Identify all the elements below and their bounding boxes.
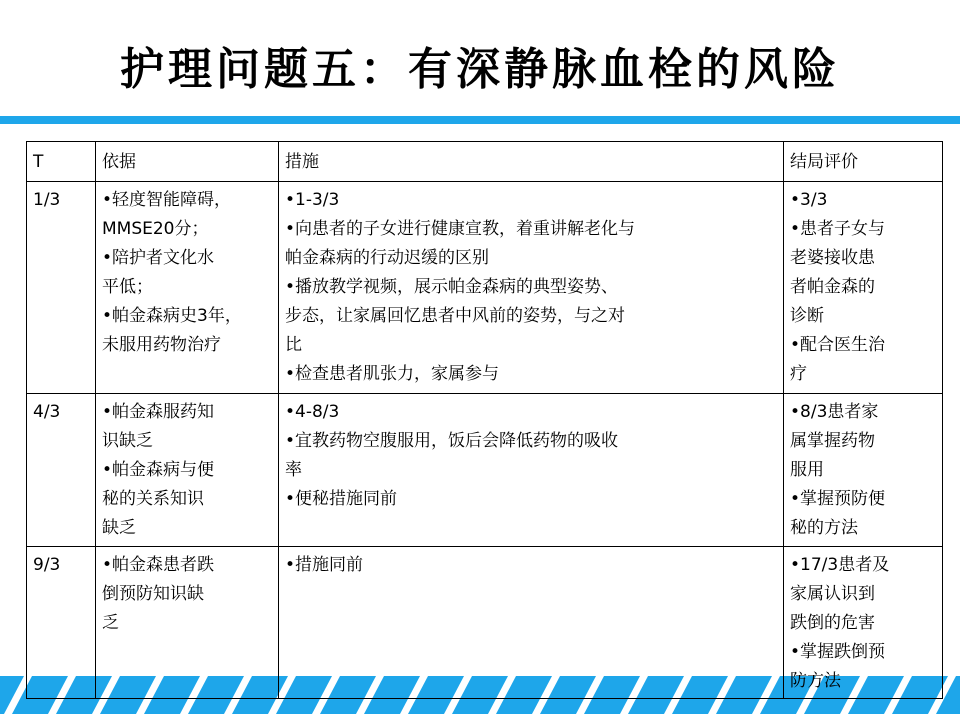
basis-line: 识缺乏 xyxy=(102,431,153,451)
basis-line: •帕金森病与便 xyxy=(102,460,215,480)
table-row xyxy=(27,394,943,547)
basis-line: 秘的关系知识 xyxy=(102,489,204,509)
cell-basis xyxy=(96,182,279,394)
header-basis: 依据 xyxy=(96,142,279,182)
outcome-line: •患者子女与 xyxy=(790,219,886,239)
measures-line: •1-3/3 xyxy=(285,190,340,210)
cell-outcome xyxy=(784,182,943,394)
cell-measures xyxy=(279,547,784,699)
measures-line: •检查患者肌张力，家属参与 xyxy=(285,364,500,384)
title-accent-bar xyxy=(0,116,960,124)
basis-line: 平低； xyxy=(102,277,153,297)
header-date: T xyxy=(27,142,96,182)
outcome-line: •3/3 xyxy=(790,190,828,210)
cell-date xyxy=(27,547,96,699)
cell-basis xyxy=(96,547,279,699)
measures-line: •4-8/3 xyxy=(285,402,340,422)
header-measures: 措施 xyxy=(279,142,784,182)
basis-line: 缺乏 xyxy=(102,518,136,538)
basis-line: •帕金森服药知 xyxy=(102,402,215,422)
outcome-line: 秘的方法 xyxy=(790,518,858,538)
outcome-line: •配合医生治 xyxy=(790,335,886,355)
table-header-row xyxy=(27,142,943,182)
date-text: 1/3 xyxy=(33,190,61,210)
outcome-line: 防方法 xyxy=(790,671,841,691)
outcome-line: •17/3患者及 xyxy=(790,555,890,575)
basis-line: •陪护者文化水 xyxy=(102,248,215,268)
cell-measures xyxy=(279,394,784,547)
basis-line: •帕金森患者跌 xyxy=(102,555,215,575)
table-row xyxy=(27,182,943,394)
cell-measures xyxy=(279,182,784,394)
cell-basis xyxy=(96,394,279,547)
slide-title: 护理问题五：有深静脉血栓的风险 xyxy=(120,44,840,95)
measures-line: 率 xyxy=(285,460,302,480)
cell-date xyxy=(27,182,96,394)
measures-line: 帕金森病的行动迟缓的区别 xyxy=(285,248,489,268)
outcome-line: 跌倒的危害 xyxy=(790,613,875,633)
nursing-plan-table xyxy=(26,141,943,699)
outcome-line: 服用 xyxy=(790,460,824,480)
outcome-line: •掌握预防便 xyxy=(790,489,886,509)
outcome-line: •掌握跌倒预 xyxy=(790,642,886,662)
date-text: 4/3 xyxy=(33,402,61,422)
cell-outcome xyxy=(784,394,943,547)
measures-line: 步态，让家属回忆患者中风前的姿势，与之对 xyxy=(285,306,625,326)
table-row xyxy=(27,547,943,699)
basis-line: •帕金森病史3年， xyxy=(102,306,242,326)
basis-line: MMSE20分； xyxy=(102,219,209,239)
cell-date xyxy=(27,394,96,547)
basis-line: 乏 xyxy=(102,613,119,633)
outcome-line: 疗 xyxy=(790,364,807,384)
measures-line: 比 xyxy=(285,335,302,355)
outcome-line: •8/3患者家 xyxy=(790,402,879,422)
measures-line: •播放教学视频，展示帕金森病的典型姿势、 xyxy=(285,277,619,297)
outcome-line: 者帕金森的 xyxy=(790,277,875,297)
basis-line: •轻度智能障碍， xyxy=(102,190,232,210)
measures-line: •向患者的子女进行健康宣教，着重讲解老化与 xyxy=(285,219,636,239)
measures-line: •措施同前 xyxy=(285,555,364,575)
basis-line: 未服用药物治疗 xyxy=(102,335,221,355)
date-text: 9/3 xyxy=(33,555,61,575)
cell-outcome xyxy=(784,547,943,699)
measures-line: •便秘措施同前 xyxy=(285,489,398,509)
header-outcome: 结局评价 xyxy=(784,142,943,182)
measures-line: •宜教药物空腹服用，饭后会降低药物的吸收 xyxy=(285,431,619,451)
outcome-line: 属掌握药物 xyxy=(790,431,875,451)
outcome-line: 诊断 xyxy=(790,306,824,326)
outcome-line: 家属认识到 xyxy=(790,584,875,604)
outcome-line: 老婆接收患 xyxy=(790,248,875,268)
basis-line: 倒预防知识缺 xyxy=(102,584,204,604)
